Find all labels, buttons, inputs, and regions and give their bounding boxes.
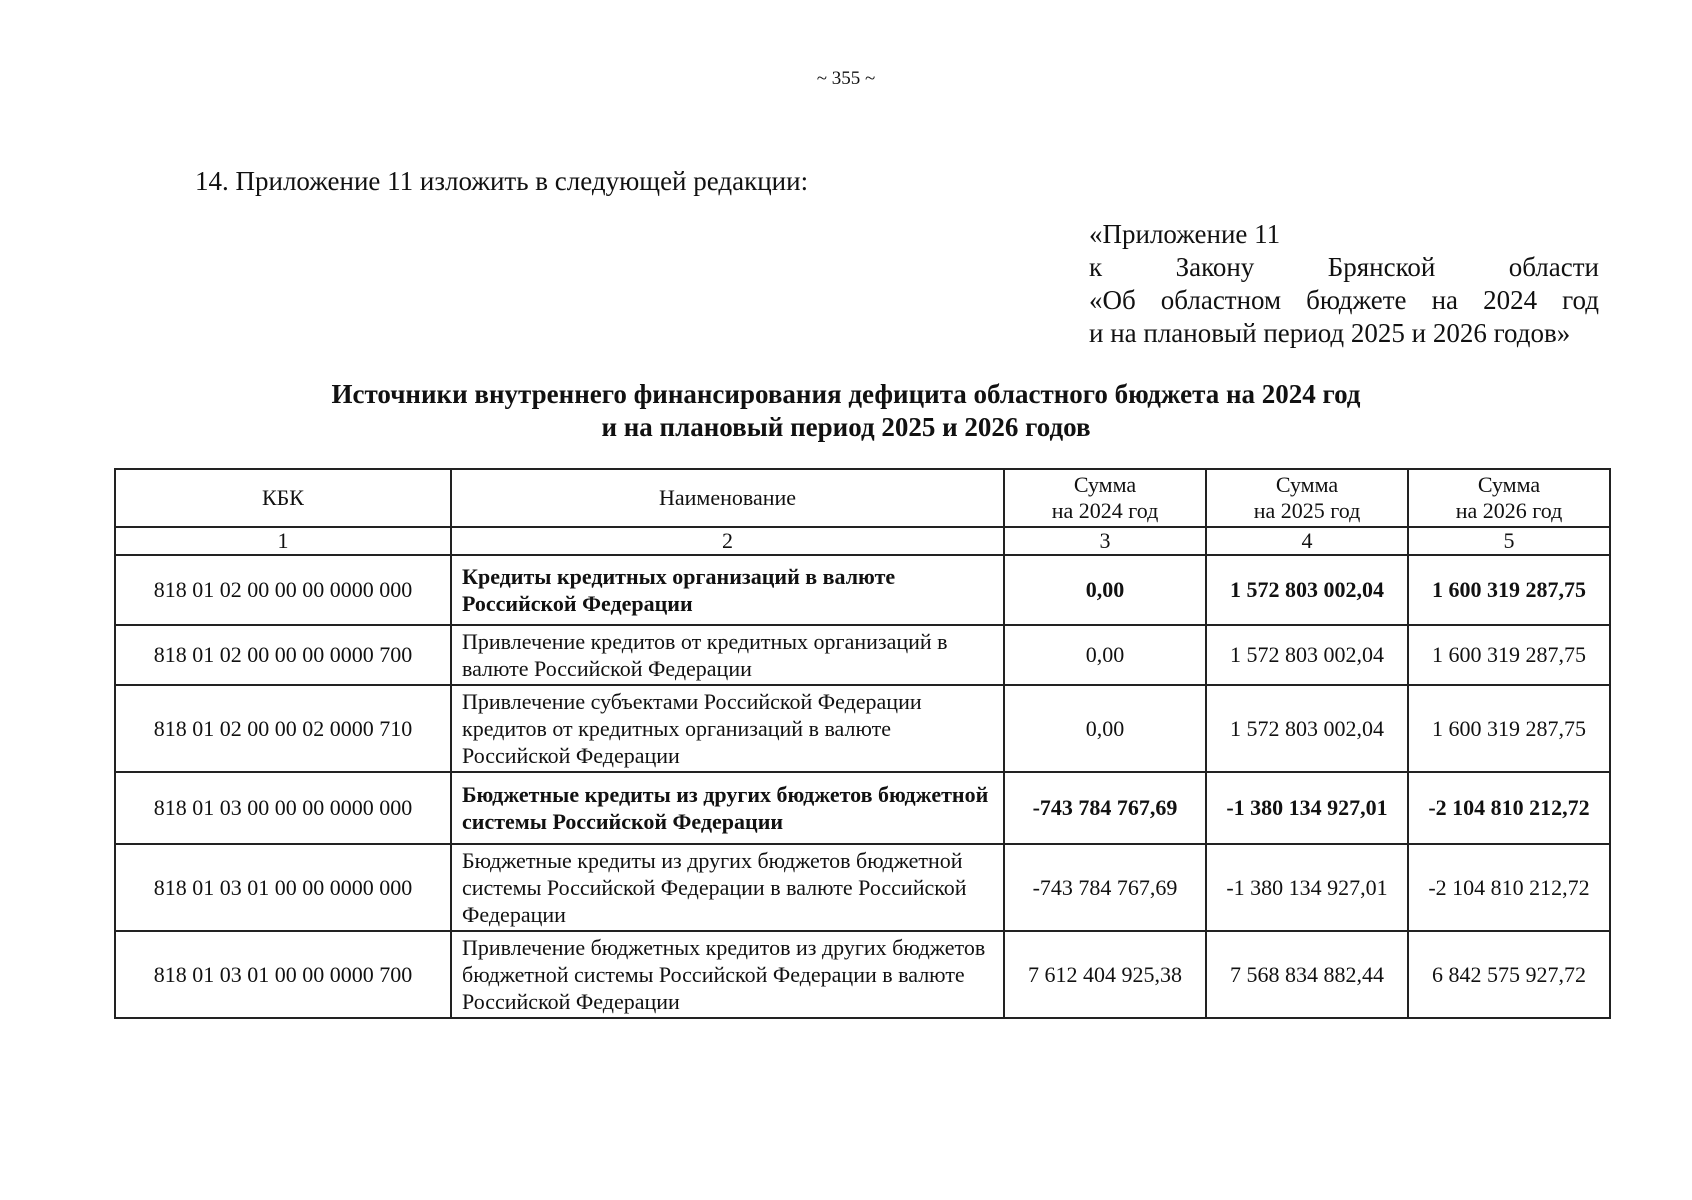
sum-2025: -1 380 134 927,01: [1206, 772, 1408, 844]
appendix-line-2: к Закону Брянской области: [1089, 252, 1599, 282]
header-name: Наименование: [451, 469, 1004, 527]
item-name: Привлечение субъектами Российской Федерации кредитов от кредитных организаций в валюте Российской Федерации: [451, 685, 1004, 772]
kbk-code: 818 01 02 00 00 00 0000 700: [115, 625, 451, 685]
document-title: [0, 378, 1692, 444]
sum-2024: -743 784 767,69: [1004, 844, 1206, 931]
sum-2026: -2 104 810 212,72: [1408, 772, 1610, 844]
appendix-line-1: «Приложение 11: [1089, 219, 1281, 249]
sum-2024: -743 784 767,69: [1004, 772, 1206, 844]
sum-2025: 1 572 803 002,04: [1206, 685, 1408, 772]
appendix-line-4: и на плановый период 2025 и 2026 годов»: [1089, 318, 1571, 348]
table-row: [115, 625, 1610, 685]
header-sum-2024: [1004, 469, 1206, 527]
sum-2026: 1 600 319 287,75: [1408, 555, 1610, 625]
sum-2026: 1 600 319 287,75: [1408, 625, 1610, 685]
kbk-code: 818 01 02 00 00 00 0000 000: [115, 555, 451, 625]
sum-2024: 7 612 404 925,38: [1004, 931, 1206, 1018]
sum-2025: 7 568 834 882,44: [1206, 931, 1408, 1018]
column-index: 4: [1206, 527, 1408, 555]
item-name: Бюджетные кредиты из других бюджетов бюджетной системы Российской Федерации: [451, 772, 1004, 844]
sum-2025: -1 380 134 927,01: [1206, 844, 1408, 931]
header-sum-2024-line1: Сумма: [1073, 472, 1137, 497]
kbk-code: 818 01 02 00 00 02 0000 710: [115, 685, 451, 772]
header-kbk: КБК: [115, 469, 451, 527]
appendix-reference: [1089, 218, 1599, 350]
table-header-row: [115, 469, 1610, 527]
item-name: Бюджетные кредиты из других бюджетов бюджетной системы Российской Федерации в валюте Российской Федерации: [451, 844, 1004, 931]
title-line-2: и на плановый период 2025 и 2026 годов: [601, 412, 1091, 442]
kbk-code: 818 01 03 00 00 00 0000 000: [115, 772, 451, 844]
column-index: 1: [115, 527, 451, 555]
table-row: [115, 772, 1610, 844]
appendix-line-3: «Об областном бюджете на 2024 год: [1089, 285, 1599, 315]
item-name: Привлечение бюджетных кредитов из других бюджетов бюджетной системы Российской Федерации в валюте Российской Федерации: [451, 931, 1004, 1018]
header-sum-2026-line2: на 2026 год: [1455, 498, 1563, 523]
table-row: [115, 685, 1610, 772]
sum-2026: -2 104 810 212,72: [1408, 844, 1610, 931]
header-sum-2026: [1408, 469, 1610, 527]
sum-2024: 0,00: [1004, 555, 1206, 625]
item-name: Привлечение кредитов от кредитных организаций в валюте Российской Федерации: [451, 625, 1004, 685]
column-index-row: [115, 527, 1610, 555]
financing-sources-table: [114, 468, 1611, 1019]
sum-2026: 6 842 575 927,72: [1408, 931, 1610, 1018]
title-line-1: Источники внутреннего финансирования дефицита областного бюджета на 2024 год: [331, 379, 1361, 409]
amendment-intro: 14. Приложение 11 изложить в следующей редакции:: [195, 166, 809, 196]
sum-2024: 0,00: [1004, 685, 1206, 772]
header-sum-2025-line1: Сумма: [1275, 472, 1339, 497]
header-sum-2024-line2: на 2024 год: [1051, 498, 1159, 523]
sum-2024: 0,00: [1004, 625, 1206, 685]
kbk-code: 818 01 03 01 00 00 0000 000: [115, 844, 451, 931]
sum-2026: 1 600 319 287,75: [1408, 685, 1610, 772]
page-number: ~ 355 ~: [816, 68, 876, 89]
kbk-code: 818 01 03 01 00 00 0000 700: [115, 931, 451, 1018]
table-row: [115, 844, 1610, 931]
column-index: 5: [1408, 527, 1610, 555]
column-index: 2: [451, 527, 1004, 555]
table-row: [115, 931, 1610, 1018]
header-sum-2025-line2: на 2025 год: [1253, 498, 1361, 523]
item-name: Кредиты кредитных организаций в валюте Российской Федерации: [451, 555, 1004, 625]
header-sum-2026-line1: Сумма: [1477, 472, 1541, 497]
header-sum-2025: [1206, 469, 1408, 527]
sum-2025: 1 572 803 002,04: [1206, 555, 1408, 625]
column-index: 3: [1004, 527, 1206, 555]
table-row: [115, 555, 1610, 625]
sum-2025: 1 572 803 002,04: [1206, 625, 1408, 685]
